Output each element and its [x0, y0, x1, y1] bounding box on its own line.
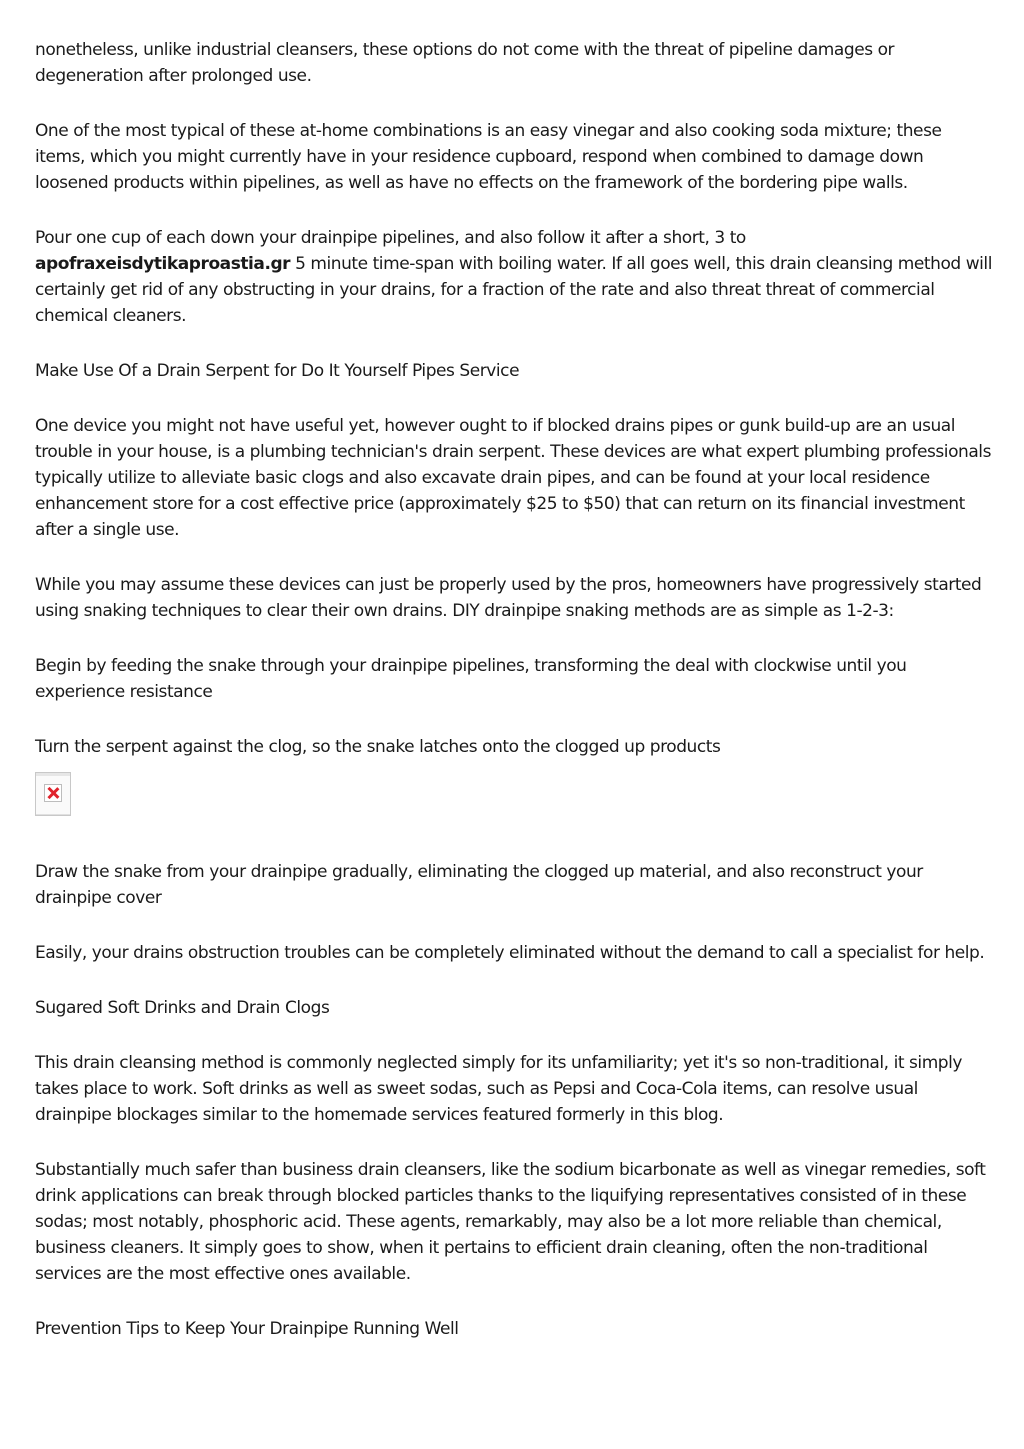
paragraph-diy-snaking: While you may assume these devices can just be properly used by the pros, homeowners have progressively started using snaking techniques to clear their own drains. DIY drainpipe snaking methods are as simple as 1-2-3: — [35, 575, 982, 621]
section-heading-soft-drinks: Sugared Soft Drinks and Drain Clogs — [35, 998, 330, 1018]
step-begin-feeding: Begin by feeding the snake through your drainpipe pipelines, transforming the deal with clockwise until you experience resistance — [35, 656, 907, 702]
step-draw-snake: Draw the snake from your drainpipe gradually, eliminating the clogged up material, and also reconstruct your drainpipe cover — [35, 862, 923, 908]
step-turn-serpent: Turn the serpent against the clog, so the snake latches onto the clogged up products — [35, 737, 721, 757]
section-heading-prevention: Prevention Tips to Keep Your Drainpipe Running Well — [35, 1319, 459, 1339]
paragraph-intro-continued: nonetheless, unlike industrial cleansers, these options do not come with the threat of pipeline damages or degeneration after prolonged use. — [35, 40, 895, 86]
paragraph-drain-serpent: One device you might not have useful yet, however ought to if blocked drains pipes or gunk build-up are an usual trouble in your house, is a plumbing technician's drain serpent. These devices are what expert plumbing professionals typically utilize to alleviate basic clogs and also excavate drain pipes, and can be found at your local residence enhancement store for a cost effective price (approximately $25 to $50) that can return on its financial investment after a single use. — [35, 416, 991, 540]
document-page — [35, 37, 995, 1371]
broken-image-icon — [35, 772, 71, 816]
paragraph-pour-before: Pour one cup of each down your drainpipe pipelines, and also follow it after a short, 3 to — [35, 228, 746, 248]
paragraph-pour-instructions — [35, 225, 995, 329]
paragraph-soft-drinks: This drain cleansing method is commonly neglected simply for its unfamiliarity; yet it's so non-traditional, it simply takes place to work. Soft drinks as well as sweet sodas, such as Pepsi and Coca-Cola items, can resolve usual drainpipe blockages similar to the homemade services featured formerly in this blog. — [35, 1053, 963, 1125]
paragraph-pour-after: 5 minute time-span with boiling water. If all goes well, this drain cleansing method will certainly get rid of any obstructing in your drains, for a fraction of the rate and also threat threat of commercial chemical cleaners. — [35, 254, 992, 326]
paragraph-safer-than-business: Substantially much safer than business drain cleansers, like the sodium bicarbonate as well as vinegar remedies, soft drink applications can break through blocked particles thanks to the liquifying representatives consisted of in these sodas; most notably, phosphoric acid. These agents, remarkably, may also be a lot more reliable than chemical, business cleaners. It simply goes to show, when it pertains to efficient drain cleaning, often the non-traditional services are the most effective ones available. — [35, 1160, 986, 1284]
paragraph-easily: Easily, your drains obstruction troubles can be completely eliminated without the demand to call a specialist for help. — [35, 943, 985, 963]
section-heading-drain-serpent: Make Use Of a Drain Serpent for Do It Yourself Pipes Service — [35, 361, 520, 381]
paragraph-vinegar-soda: One of the most typical of these at-home combinations is an easy vinegar and also cooking soda mixture; these items, which you might currently have in your residence cupboard, respond when combined to damage down loosened products within pipelines, as well as have no effects on the framework of the bordering pipe walls. — [35, 121, 942, 193]
error-cross-icon — [44, 784, 62, 802]
site-link-text: apofraxeisdytikaproastia.gr — [35, 254, 291, 274]
